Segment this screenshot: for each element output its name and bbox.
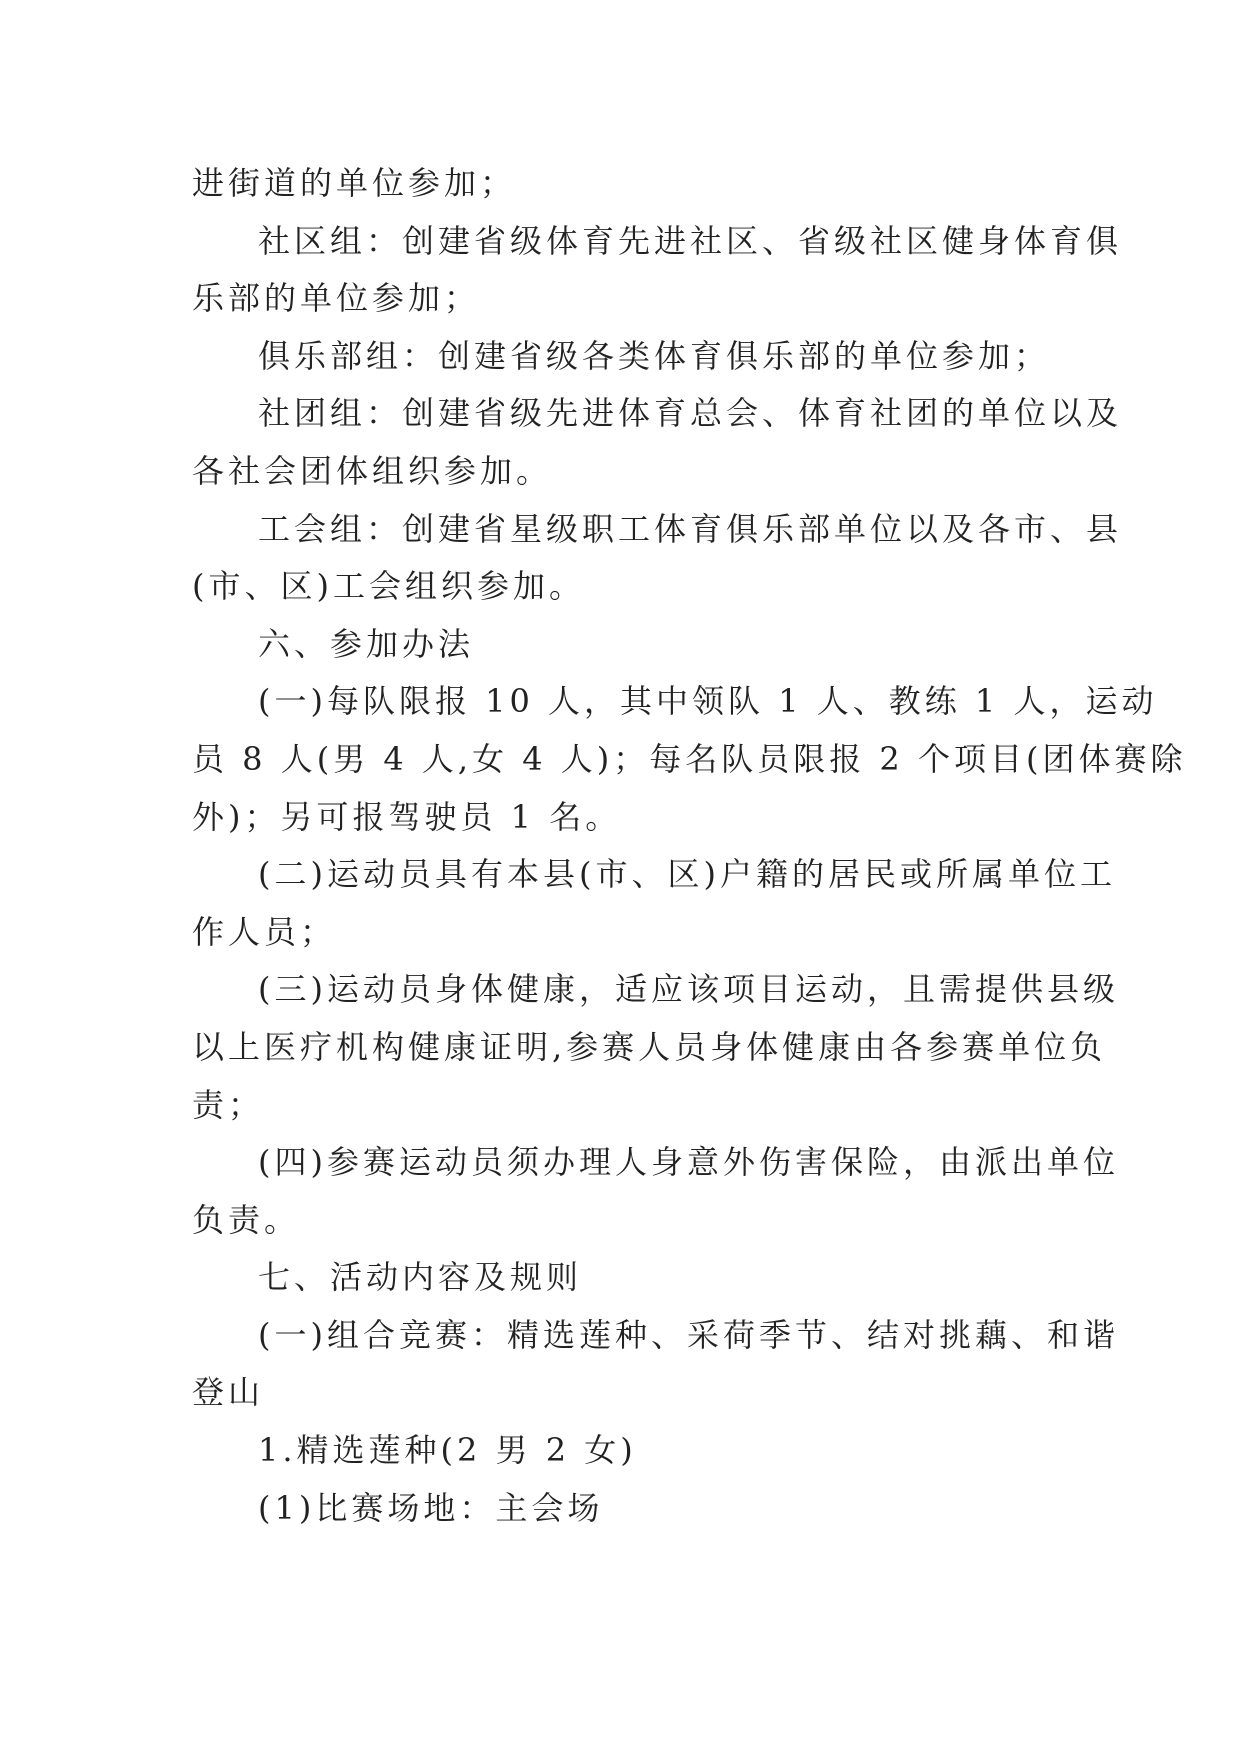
paragraph-line: 责； xyxy=(192,1085,265,1124)
paragraph-line: 各社会团体组织参加。 xyxy=(192,451,553,490)
paragraph-line: (三)运动员身体健康，适应该项目运动，且需提供县级 xyxy=(258,970,1119,1009)
paragraph-line: 进街道的单位参加； xyxy=(192,164,517,202)
paragraph-line: 社团组：创建省级先进体育总会、体育社团的单位以及 xyxy=(258,394,1123,433)
paragraph-line: 外)；另可报驾驶员 1 名。 xyxy=(192,797,622,836)
paragraph-line: (二)运动员具有本县(市、区)户籍的居民或所属单位工 xyxy=(258,855,1116,894)
paragraph-line: 工会组：创建省星级职工体育俱乐部单位以及各市、县 xyxy=(258,509,1123,548)
paragraph-line: 社区组：创建省级体育先进社区、省级社区健身体育俱 xyxy=(258,221,1123,260)
paragraph-line: 1.精选莲种(2 男 2 女) xyxy=(258,1431,637,1470)
paragraph-line: (四)参赛运动员须办理人身意外伤害保险，由派出单位 xyxy=(258,1143,1119,1182)
paragraph-line: 员 8 人(男 4 人,女 4 人)；每名队员限报 2 个项目(团体赛除 xyxy=(192,739,1187,778)
paragraph-line: 俱乐部组：创建省级各类体育俱乐部的单位参加； xyxy=(258,336,1051,375)
paragraph-line: (一)每队限报 10 人，其中领队 1 人、教练 1 人，运动 xyxy=(258,682,1158,721)
paragraph-line: (1)比赛场地：主会场 xyxy=(258,1488,604,1527)
paragraph-line: 以上医疗机构健康证明,参赛人员身体健康由各参赛单位负 xyxy=(192,1027,1107,1066)
paragraph-line: 乐部的单位参加； xyxy=(192,279,481,318)
document-body xyxy=(192,155,1187,1537)
paragraph-line: (市、区)工会组织参加。 xyxy=(192,567,585,606)
paragraph-line: 作人员； xyxy=(192,912,337,951)
section-heading: 六、参加办法 xyxy=(258,624,475,663)
paragraph-line: (一)组合竞赛：精选莲种、采荷季节、结对挑藕、和谐 xyxy=(258,1315,1119,1354)
section-heading: 七、活动内容及规则 xyxy=(258,1258,583,1297)
paragraph-line: 负责。 xyxy=(192,1200,301,1239)
paragraph-line: 登山 xyxy=(192,1373,265,1412)
